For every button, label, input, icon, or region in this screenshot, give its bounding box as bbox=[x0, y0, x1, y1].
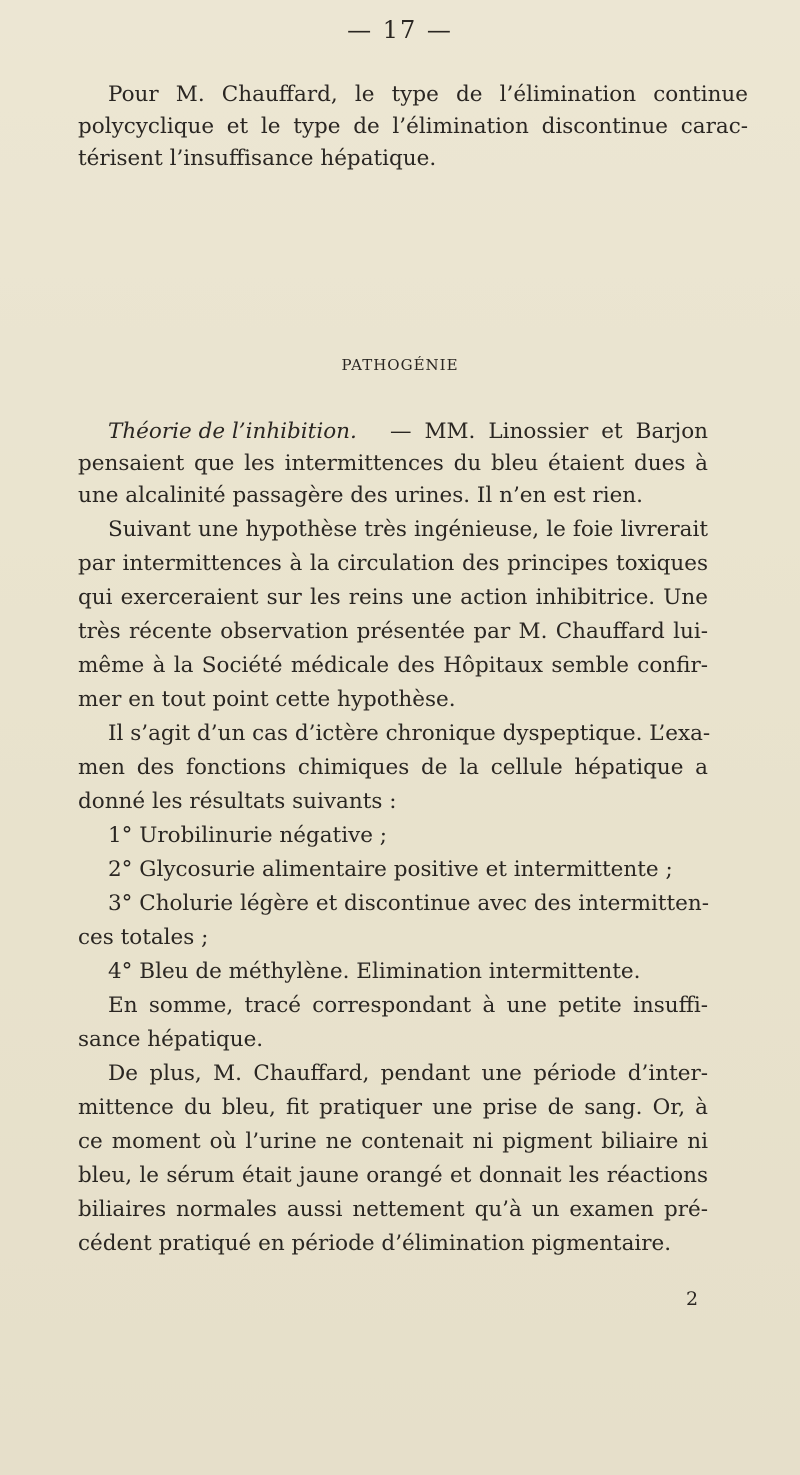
body-line-12: donné les résultats suivants : bbox=[78, 789, 397, 814]
body-line-17: En somme, tracé correspondant à une petite insuffi- bbox=[108, 993, 708, 1018]
list-item-2: 2° Glycosurie alimentaire positive et intermittente ; bbox=[108, 857, 673, 882]
body-line-22: bleu, le sérum était jaune orangé et donnait les réactions bbox=[78, 1163, 708, 1188]
list-item-3: 3° Cholurie légère et discontinue avec des intermitten- bbox=[108, 891, 709, 916]
body-line-8: même à la Société médicale des Hôpitaux semble confir- bbox=[78, 653, 708, 678]
intro-line-1: Pour M. Chauffard, le type de l’élimination continue bbox=[108, 82, 748, 107]
body-line-5: par intermittences à la circulation des principes toxiques bbox=[78, 551, 708, 576]
body-line-10: Il s’agit d’un cas d’ictère chronique dyspeptique. L’exa- bbox=[108, 721, 711, 746]
body-line-3: une alcalinité passagère des urines. Il n’en est rien. bbox=[78, 483, 643, 508]
list-item-1: 1° Urobilinurie négative ; bbox=[108, 823, 388, 848]
intro-line-2: polycyclique et le type de l’élimination discontinue carac- bbox=[78, 114, 748, 139]
body-line-18: sance hépatique. bbox=[78, 1027, 264, 1052]
body-line-11: men des fonctions chimiques de la cellule hépatique a bbox=[78, 755, 708, 780]
body-line-19: De plus, M. Chauffard, pendant une période d’inter- bbox=[108, 1061, 708, 1086]
body-line-23: biliaires normales aussi nettement qu’à un examen pré- bbox=[78, 1197, 708, 1222]
theory-title: Théorie de l’inhibition. bbox=[108, 419, 357, 444]
body-line-2: pensaient que les intermittences du bleu étaient dues à bbox=[78, 451, 708, 476]
list-item-3-cont: ces totales ; bbox=[78, 925, 209, 950]
section-heading: PATHOGÉNIE bbox=[341, 356, 459, 374]
body-line-6: qui exerceraient sur les reins une action inhibitrice. Une bbox=[78, 585, 708, 610]
list-item-4: 4° Bleu de méthylène. Elimination intermittente. bbox=[108, 959, 641, 984]
body-line-4: Suivant une hypothèse très ingénieuse, le foie livrerait bbox=[108, 517, 708, 542]
page-number-bottom: 2 bbox=[686, 1288, 699, 1310]
body-line-21: ce moment où l’urine ne contenait ni pigment biliaire ni bbox=[78, 1129, 708, 1154]
page-number-top: — 17 — bbox=[347, 16, 453, 44]
body-line-9: mer en tout point cette hypothèse. bbox=[78, 687, 456, 712]
body-line-1: — MM. Linossier et Barjon bbox=[390, 419, 708, 444]
body-line-24: cédent pratiqué en période d’élimination pigmentaire. bbox=[78, 1231, 672, 1256]
body-line-20: mittence du bleu, fit pratiquer une prise de sang. Or, à bbox=[78, 1095, 708, 1120]
intro-line-3: térisent l’insuffisance hépatique. bbox=[78, 146, 437, 171]
body-line-7: très récente observation présentée par M. Chauffard lui- bbox=[78, 619, 708, 644]
